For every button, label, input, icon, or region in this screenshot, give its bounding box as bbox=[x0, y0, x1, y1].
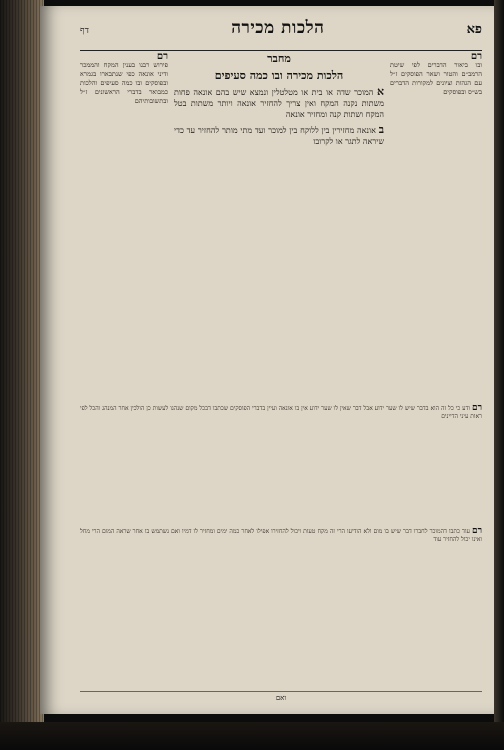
catchword: ואם bbox=[80, 691, 482, 702]
paragraph-b bbox=[174, 124, 384, 147]
paragraph-a-text: המוכר שדה או בית או מטלטלין ונמצא שיש בהם אונאה פחות משתות נקנה המקח ואין צריך להחזיר אונאה ויותר משתות בטל המקח ושתות קנה ומחזיר אונאה bbox=[174, 88, 384, 119]
right-column-text: ובו ביאור הדברים לפי שיטת הרמב״ם והטור ושאר הפוסקים ז״ל עם הגהות וציונים למקורות הדברים בש״ס ובפוסקים bbox=[390, 61, 482, 96]
book-page-edges bbox=[0, 0, 44, 750]
lower-block-b-text: עוד כתבו דהמוכר לחברו דבר שיש בו מום ולא הודיעו הרי זה מקח טעות ויכול להחזירו אפילו לאחר כמה ימים ומחזיר לו דמיו ואם נשתמש בו אחר שראה המום הרי מחל ואינו יכול להחזיר עוד bbox=[80, 528, 482, 544]
left-commentary-column bbox=[80, 52, 168, 397]
page-title: הלכות מכירה bbox=[231, 18, 325, 38]
book-page bbox=[40, 6, 494, 714]
right-commentary-column bbox=[390, 52, 482, 397]
lower-block-a-text: ודע כי כל זה הוא בדבר שיש לו שער ידוע אבל דבר שאין לו שער ידוע אין בו אונאה ועיין בדברי הפוסקים שכתבו דבכל מקום שנהגו לעשות כן הולכין אחר המנהג והכל לפי ראות עיני הדיינים bbox=[80, 405, 482, 421]
running-head bbox=[80, 18, 482, 51]
facing-page-shadow bbox=[494, 0, 504, 750]
paragraph-b-marker: ב bbox=[378, 123, 384, 136]
left-column-label: רם bbox=[156, 52, 168, 62]
paragraph-b-text: אונאה מחזירין בין ללוקח בין למוכר ועד מתי מותר להחזיר עד כדי שיראה לתגר או לקרובו bbox=[174, 126, 384, 146]
lower-commentary bbox=[80, 404, 482, 702]
lower-commentary-block-b bbox=[80, 527, 482, 686]
right-column-label: רם bbox=[470, 52, 482, 62]
section-title: הלכות מכירה ובו כמה סעיפים bbox=[214, 69, 344, 82]
lower-block-a-label: רם bbox=[471, 404, 482, 413]
lower-commentary-block-a bbox=[80, 404, 482, 522]
main-text-column bbox=[174, 52, 384, 397]
left-column-text: פירוש רבנו בענין המקח והממכר ודיני אונאה כפי שנתבארו בגמרא ובפוסקים ובו כמה סעיפים והלכות כמבואר בדברי הראשונים ז״ל ובתשובותיהם bbox=[80, 61, 168, 105]
paragraph-a bbox=[174, 86, 384, 120]
main-heading: מחבר bbox=[267, 52, 291, 65]
upper-columns bbox=[80, 52, 482, 397]
lower-block-b-label: רם bbox=[471, 527, 482, 536]
running-head-side-note: דף bbox=[80, 26, 90, 36]
paragraph-a-marker: א bbox=[376, 85, 384, 98]
table-surface bbox=[0, 722, 504, 750]
leaf-number: פא bbox=[466, 22, 482, 37]
